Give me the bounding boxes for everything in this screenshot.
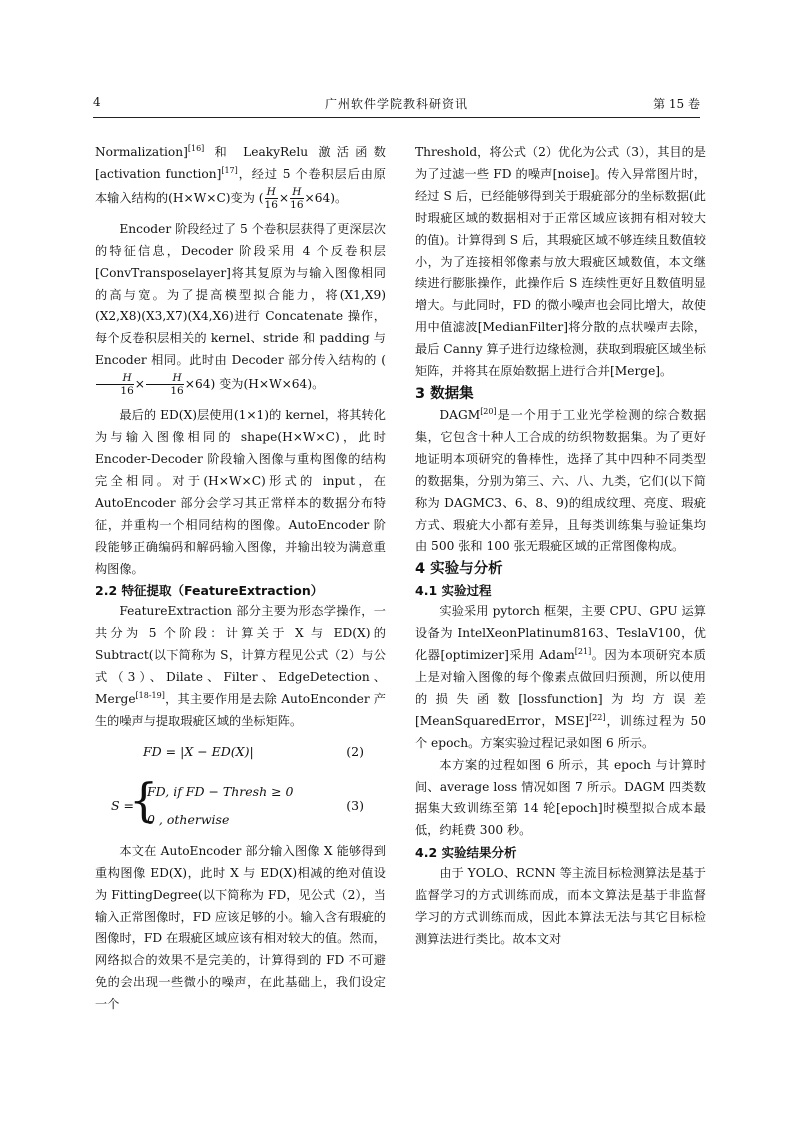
- citation: [18-19]: [135, 690, 165, 700]
- left-column: [95, 142, 386, 1016]
- paragraph: Threshold，将公式（2）优化为公式（3），其目的是为了过滤一些 FD 的噪声[noise]。传入异常图片时，经过 S 后，已经能够得到关于瑕疵部分的坐标数据(此时瑕疵区域的数据相对于正常区域应该拥有相对较大的值)。计算得到 S 后，其瑕疵区域不够连续且数值较小，为了连接相邻像素与放大瑕疵区域数值，本文继续进行膨胀操作，此操作后 S 连续性更好且数值明显增大。与此同时，FD 的微小噪声也会同比增大，故使用中值滤波[MedianFilter]将分散的点状噪声去除，最后 Canny 算子进行边缘检测，获取到瑕疵区域坐标矩阵，并将其在原始数据上进行合并[Merge]。: [415, 145, 706, 379]
- equation-2: [95, 739, 386, 765]
- equation-case: FD, if FD − Thresh ≥ 0: [147, 783, 294, 799]
- fraction: $\frac{H}{16}$: [264, 185, 278, 211]
- equation-case: 0 , otherwise: [147, 811, 230, 827]
- fraction: $\frac{H}{16}$: [290, 185, 304, 211]
- citation: [22]: [589, 712, 606, 722]
- citation: [16]: [187, 143, 205, 153]
- equation-lhs: S =: [111, 797, 135, 813]
- equation-body: FD = |X − ED(X)|: [143, 743, 254, 759]
- paragraph: Normalization][16] 和 LeakyRelu 激活函数[activation function][17]，经过 5 个卷积层后由原本输入结构的(H×W×C)变为 ( $\frac{H}{16}$ × $\frac{H}{16}$ ×64)。: [95, 143, 386, 211]
- section-heading: 2.2 特征提取（FeatureExtraction）: [95, 583, 324, 599]
- section-heading: 4 实验与分析: [415, 561, 503, 578]
- header-rule: [93, 117, 700, 118]
- fraction: $\frac{H}{16}$: [146, 372, 184, 397]
- paragraph: 本文在 AutoEncoder 部分输入图像 X 能够得到重构图像 ED(X)，此时 X 与 ED(X)相减的绝对值设为 FittingDegree(以下简称为 FD，见公式（2），当输入正常图像时，FD 应该足够的小。输入含有瑕疵的图像时，FD 在瑕疵区域应该有相对较大的值。然而，网络拟合的效果不是完美的，计算得到的 FD 不可避免的会出现一些微小的噪声，在此基础上，我们设定一个: [95, 843, 386, 1012]
- equation-brace: {: [129, 772, 159, 827]
- subsection-heading: 4.1 实验过程: [415, 583, 492, 599]
- fraction: $\frac{H}{16}$: [96, 372, 134, 397]
- page-number: 4: [93, 95, 101, 109]
- equation-number: (3): [346, 797, 364, 813]
- paragraph: Encoder 阶段经过了 5 个卷积层获得了更深层次的特征信息，Decoder 阶段采用 4 个反卷积层[ConvTransposelayer]将其复原为与输入图像相同的高与宽。为了提高模型拟合能力，将(X1,X9)(X2,X8)(X3,X7)(X4,X6)进行 Concatenate 操作，每个反卷积层相关的 kernel、stride 和 padding 与 Encoder 相同。此时由 Decoder 部分传入结构的 ( $\frac{H}{16}$ × $\frac{H}{16}$ ×64) 变为(H×W×64)。: [95, 221, 386, 398]
- paragraph: FeatureExtraction 部分主要为形态学操作，一共分为 5 个阶段：计算关于 X 与 ED(X)的 Subtract(以下简称为 S，计算方程见公式（2）与公式（3）、Dilate、Filter、EdgeDetection、Merge[18-19]，其主要作用是去除 AutoEnconder 产生的噪声与提取瑕疵区域的坐标矩阵。: [95, 604, 386, 728]
- paragraph: DAGM[20]是一个用于工业光学检测的综合数据集，它包含十种人工合成的纺织物数据集。为了更好地证明本项研究的鲁棒性，选择了其中四种不同类型的数据集，分别为第三、六、八、九类，它们(以下简称为 DAGMC3、6、8、9)的组成纹理、亮度、瑕疵方式、瑕疵大小都有差异，且每类训练集与验证集均由 500 张和 100 张无瑕疵区域的正常图像构成。: [415, 406, 706, 554]
- page-header: [93, 95, 700, 115]
- paragraph: 最后的 ED(X)层使用(1×1)的 kernel，将其转化为与输入图像相同的 shape(H×W×C)，此时 Encoder-Decoder 阶段输入图像与重构图像的结构完全相同。对于(H×W×C)形式的 input，在 AutoEncoder 部分会学习其正常样本的数据分布特征，并重构一个相同结构的图像。AutoEncoder 阶段能够正确编码和解码输入图像，并输出较为满意重构图像。: [95, 408, 386, 576]
- citation: [21]: [574, 647, 592, 657]
- subsection-heading: 4.2 实验结果分析: [415, 845, 517, 861]
- citation: [20]: [480, 406, 497, 416]
- journal-title: 广州软件学院教科研资讯: [324, 97, 468, 111]
- section-heading: 3 数据集: [415, 385, 474, 402]
- equation-3: [95, 772, 386, 835]
- paragraph: 实验采用 pytorch 框架，主要 CPU、GPU 运算设备为 IntelXeonPlatinum8163、TeslaV100，优化器[optimizer]采用 Adam[21]。因为本项研究本质上是对输入图像的每个像素点做回归预测，所以使用的损失函数[lossfunction]为均方误差[MeanSquaredError，MSE][22]，训练过程为 50 个 epoch。方案实验过程记录如图 6 所示。: [415, 604, 706, 750]
- volume-label: 第 15 卷: [653, 97, 700, 111]
- paragraph: 由于 YOLO、RCNN 等主流目标检测算法是基于监督学习的方式训练而成，而本文算法是基于非监督学习的方式训练而成，因此本算法无法与其它目标检测算法进行类比。故本文对: [415, 866, 706, 946]
- right-column: [415, 142, 706, 951]
- citation: [17]: [221, 165, 238, 175]
- paragraph: 本方案的过程如图 6 所示，其 epoch 与计算时间、average loss 情况如图 7 所示。DAGM 四类数据集大致训练至第 14 轮[epoch]时模型拟合成本最低，约耗费 300 秒。: [415, 757, 706, 838]
- equation-number: (2): [346, 743, 364, 759]
